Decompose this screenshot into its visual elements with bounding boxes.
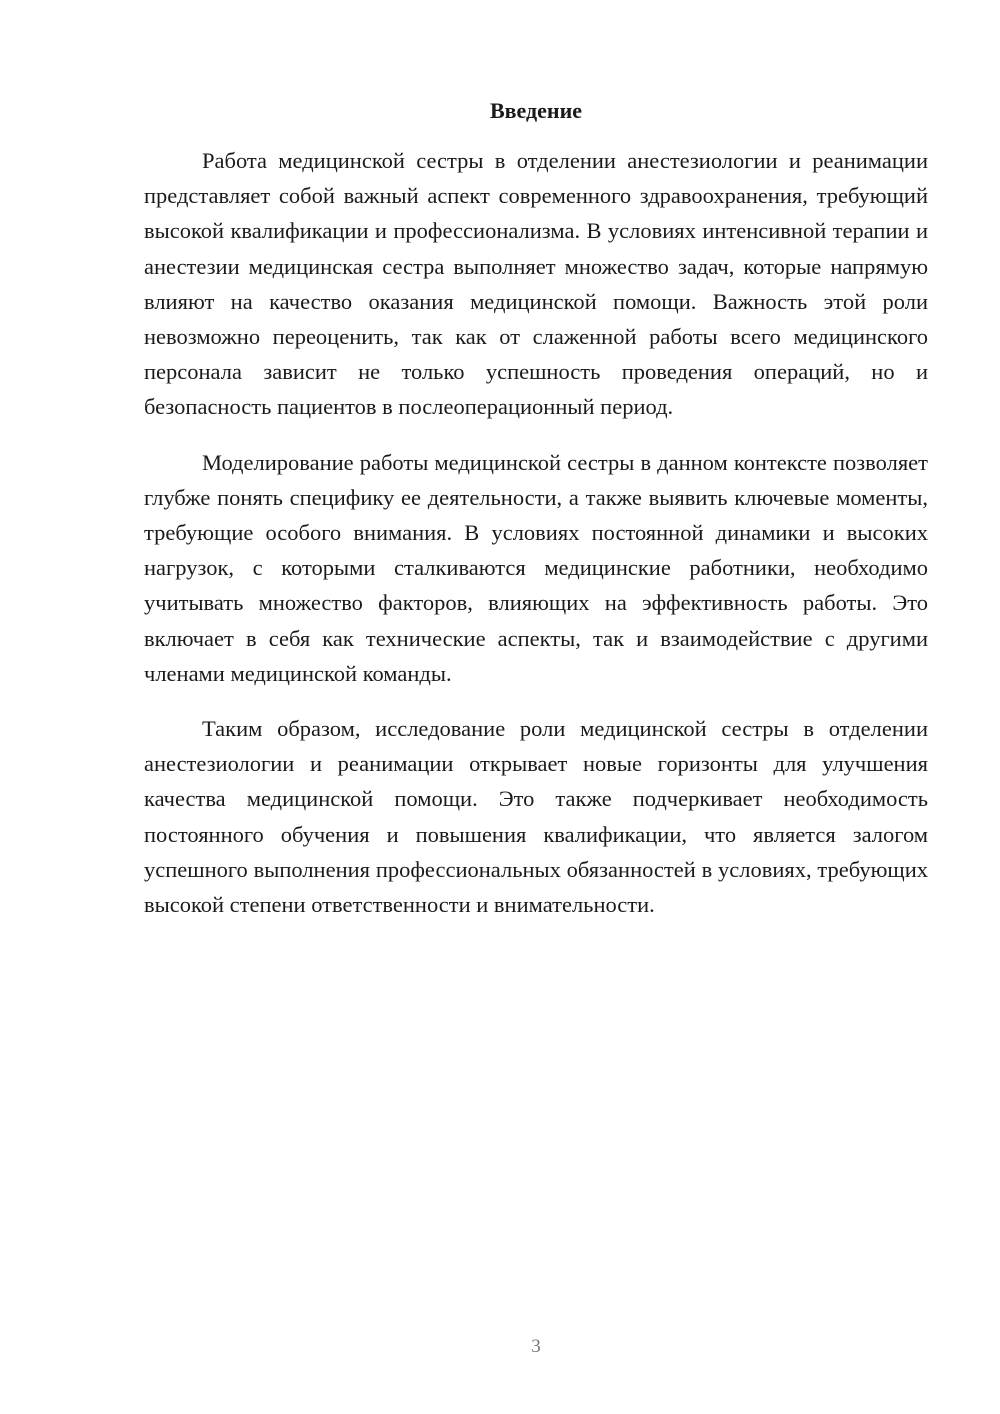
paragraph-3: Таким образом, исследование роли медицинской сестры в отделении анестезиологии и реанимации открывает новые горизонты для улучшения качества медицинской помощи. Это также подчеркивает необходимость постоянного обучения и повышения квалификации, что является залогом успешного выполнения профессиональных обязанностей в условиях, требующих высокой степени ответственности и внимательности.: [144, 716, 928, 918]
body-text: [144, 143, 928, 942]
paragraph-1: Работа медицинской сестры в отделении анестезиологии и реанимации представляет собой важный аспект современного здравоохранения, требующий высокой квалификации и профессионализма. В условиях интенсивной терапии и анестезии медицинская сестра выполняет множество задач, которые напрямую влияют на качество оказания медицинской помощи. Важность этой роли невозможно переоценить, так как от слаженной работы всего медицинского персонала зависит не только успешность проведения операций, но и безопасность пациентов в послеоперационный период.: [144, 148, 928, 420]
paragraph-2: Моделирование работы медицинской сестры в данном контексте позволяет глубже понять специфику ее деятельности, а также выявить ключевые моменты, требующие особого внимания. В условиях постоянной динамики и высоких нагрузок, с которыми сталкиваются медицинские работники, необходимо учитывать множество факторов, влияющих на эффективность работы. Это включает в себя как технические аспекты, так и взаимодействие с другими членами медицинской команды.: [144, 449, 928, 686]
page-number: 3: [531, 1336, 541, 1357]
section-heading: Введение: [489, 98, 583, 123]
